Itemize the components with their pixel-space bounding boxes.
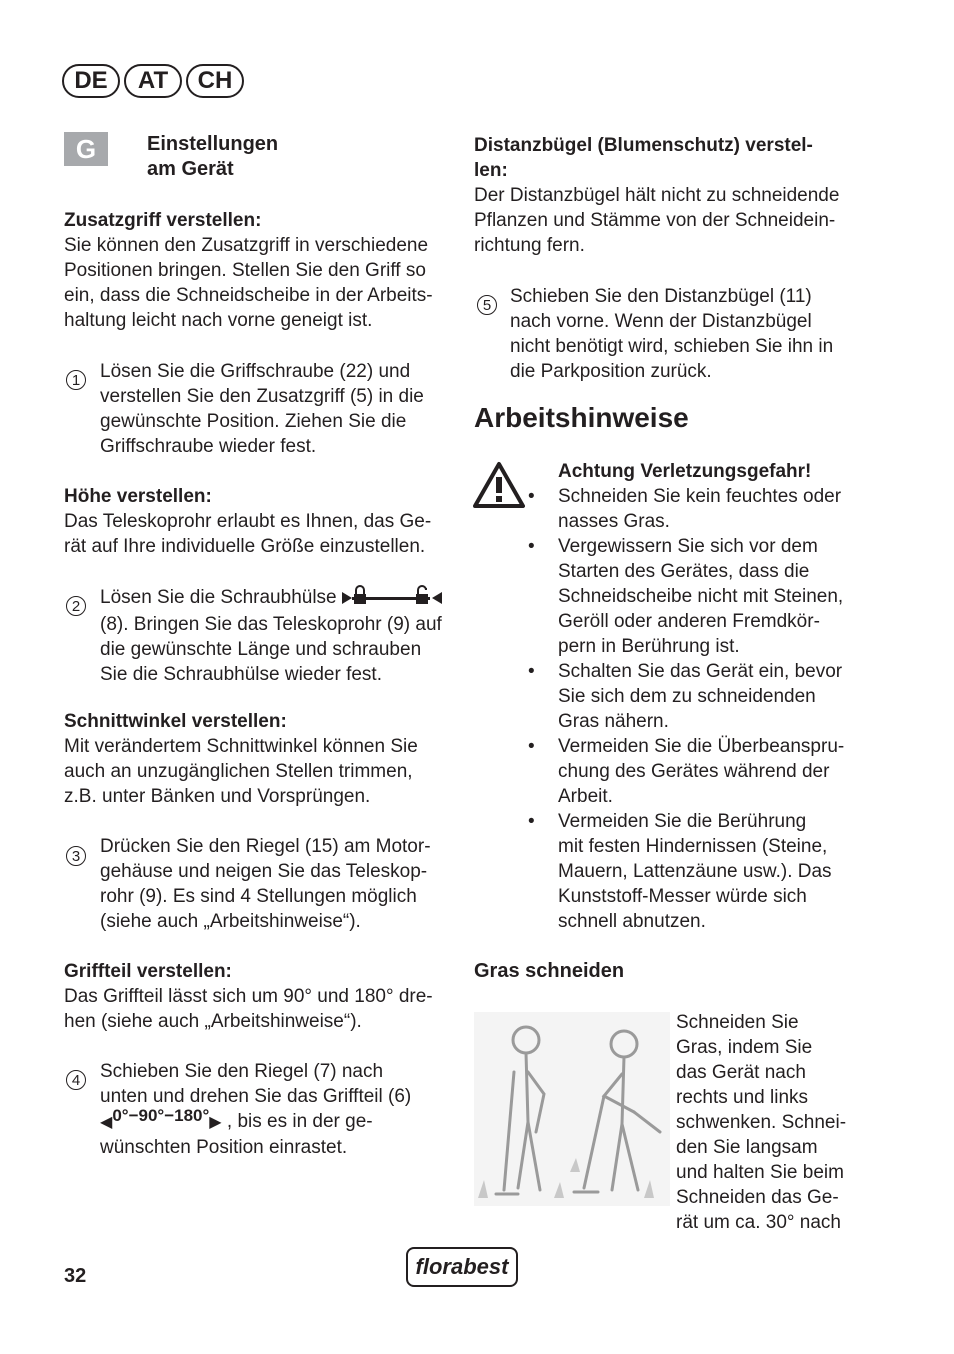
text-line: mit festen Hindernissen (Steine, [558,836,828,857]
text-line: die gewünschte Länge und schrauben [100,639,422,660]
brand-logo: florabest [406,1247,518,1287]
text-line: schwenken. Schnei- [676,1112,847,1133]
text-line: Sie können den Zusatzgriff in verschiedene [64,235,429,256]
text-line: (siehe auch „Arbeitshinweise“). [100,911,361,932]
zusatzgriff-block [64,208,454,333]
text-line: richtung fern. [474,235,585,256]
text-line: Mit verändertem Schnittwinkel können Sie [64,736,418,757]
section-title [147,132,278,182]
text-line: Geröll oder anderen Fremdkör- [558,611,820,632]
schnittwinkel-block [64,709,454,809]
hoehe-block [64,484,454,559]
text-line: das Gerät nach [676,1062,806,1083]
hoehe-step [100,584,460,687]
text-line: Griffschraube wieder fest. [100,436,317,457]
text-line: Schneidscheibe nicht mit Steinen, [558,586,844,607]
lang-badge-at: AT [124,64,182,98]
text-line: und halten Sie beim [676,1162,844,1183]
text-line: rät auf Ihre individuelle Größe einzustellen. [64,536,426,557]
text-line: die Parkposition zurück. [510,361,712,382]
text-line: hen (siehe auch „Arbeitshinweise“). [64,1011,362,1032]
text-line: • Vergewissern Sie sich vor dem [558,536,818,557]
text-line: Schieben Sie den Riegel (7) nach [100,1061,384,1082]
text-line [100,584,460,612]
text-line: • Schneiden Sie kein feuchtes oder [558,486,842,507]
step-first-line: Lösen Sie die Schraubhülse [100,587,337,609]
text-line: Schieben Sie den Distanzbügel (11) [510,286,812,307]
list-item [528,484,868,534]
step-number-circle: 4 [66,1070,86,1090]
text-line: den Sie langsam [676,1137,818,1158]
zusatzgriff-step [100,359,460,459]
schnittwinkel-step [100,834,460,934]
text-line: verstellen Sie den Zusatzgriff (5) in die [100,386,424,407]
lock-unlock-icon [342,584,442,612]
gras-heading: Gras schneiden [474,960,625,982]
text-line: • Vermeiden Sie die Überbeanspru- [558,736,845,757]
griffteil-heading: Griffteil verstellen: [64,961,232,982]
text-line: Gras, indem Sie [676,1037,813,1058]
text-line: unten und drehen Sie das Griffteil (6) [100,1086,412,1107]
page-number: 32 [64,1265,87,1287]
text-line: wünschten Position einrastet. [100,1137,348,1158]
text-line: Drücken Sie den Riegel (15) am Motor- [100,836,431,857]
text-line: haltung leicht nach vorne geneigt ist. [64,310,373,331]
text-line: ein, dass die Schneidscheibe in der Arbeits- [64,285,433,306]
text-line: Der Distanzbügel hält nicht zu schneidende [474,185,840,206]
text-line: Das Griffteil lässt sich um 90° und 180° dre- [64,986,433,1007]
step-number-circle: 2 [66,596,86,616]
text-line: pern in Berührung ist. [558,636,740,657]
warning-triangle-icon [473,461,525,509]
text-line: Schneiden das Ge- [676,1187,839,1208]
text-line: Mauern, Lattenzäune usw.). Das [558,861,832,882]
text-line: Sie sich dem zu schneidenden [558,686,816,707]
section-title-line: am Gerät [147,158,234,180]
left-triangle-icon: ◀ [100,1114,113,1131]
lang-badge-de: DE [62,64,120,98]
text-line: z.B. unter Bänken und Vorsprüngen. [64,786,371,807]
griffteil-step [100,1059,460,1160]
distanz-block [474,133,874,258]
text-line: schnell abnutzen. [558,911,706,932]
text-line: Kunststoff-Messer würde sich [558,886,807,907]
text-line: nasses Gras. [558,511,670,532]
text-line: gehäuse und neigen Sie das Teleskop- [100,861,428,882]
section-letter-box: G [64,132,108,166]
language-badges [62,64,244,98]
griffteil-block [64,959,454,1034]
text-line: nach vorne. Wenn der Distanzbügel [510,311,812,332]
text-line: Arbeit. [558,786,613,807]
trimming-illustration [474,1012,670,1206]
right-triangle-icon: ▶ [209,1114,222,1131]
text-line: Starten des Gerätes, dass die [558,561,810,582]
text-line: rohr (9). Es sind 4 Stellungen möglich [100,886,417,907]
text-line: (8). Bringen Sie das Teleskoprohr (9) auf [100,614,442,635]
distanz-heading: len: [474,160,508,181]
text-line [100,1106,460,1135]
text-line: Das Teleskoprohr erlaubt es Ihnen, das Ge- [64,511,432,532]
text-line: Sie die Schraubhülse wieder fest. [100,664,382,685]
text-line: Pflanzen und Stämme von der Schneidein- [474,210,836,231]
list-item [528,534,868,659]
list-item [528,659,868,734]
angle-label: 0°−90°−180° [112,1106,210,1125]
schnittwinkel-heading: Schnittwinkel verstellen: [64,711,287,732]
text-line: • Schalten Sie das Gerät ein, bevor [558,661,843,682]
text-line: gewünschte Position. Ziehen Sie die [100,411,407,432]
arbeitshinweise-heading: Arbeitshinweise [474,402,689,433]
gras-text [676,1010,876,1235]
text-line: nicht benötigt wird, schieben Sie ihn in [510,336,834,357]
warning-heading: Achtung Verletzungsgefahr! [558,461,812,482]
distanz-heading: Distanzbügel (Blumenschutz) verstel- [474,135,813,156]
text-line: Positionen bringen. Stellen Sie den Griff so [64,260,426,281]
text-line: Gras nähern. [558,711,669,732]
step-number-circle: 1 [66,370,86,390]
step-number-circle: 3 [66,846,86,866]
text-line: rechts und links [676,1087,809,1108]
lang-badge-ch: CH [186,64,244,98]
warning-bullets [528,484,868,934]
list-item [528,809,868,934]
list-item [528,734,868,809]
text-line: rät um ca. 30° nach [676,1212,841,1233]
text-line: auch an unzugänglichen Stellen trimmen, [64,761,413,782]
text-line: Schneiden Sie [676,1012,799,1033]
distanz-step [510,284,870,384]
zusatzgriff-heading: Zusatzgriff verstellen: [64,210,262,231]
text-line: • Vermeiden Sie die Berührung [558,811,807,832]
text-line: chung des Gerätes während der [558,761,830,782]
step-tail: , bis es in der ge- [226,1111,373,1132]
text-line: Lösen Sie die Griffschraube (22) und [100,361,411,382]
step-number-circle: 5 [477,295,497,315]
hoehe-heading: Höhe verstellen: [64,486,212,507]
section-title-line: Einstellungen [147,133,279,155]
